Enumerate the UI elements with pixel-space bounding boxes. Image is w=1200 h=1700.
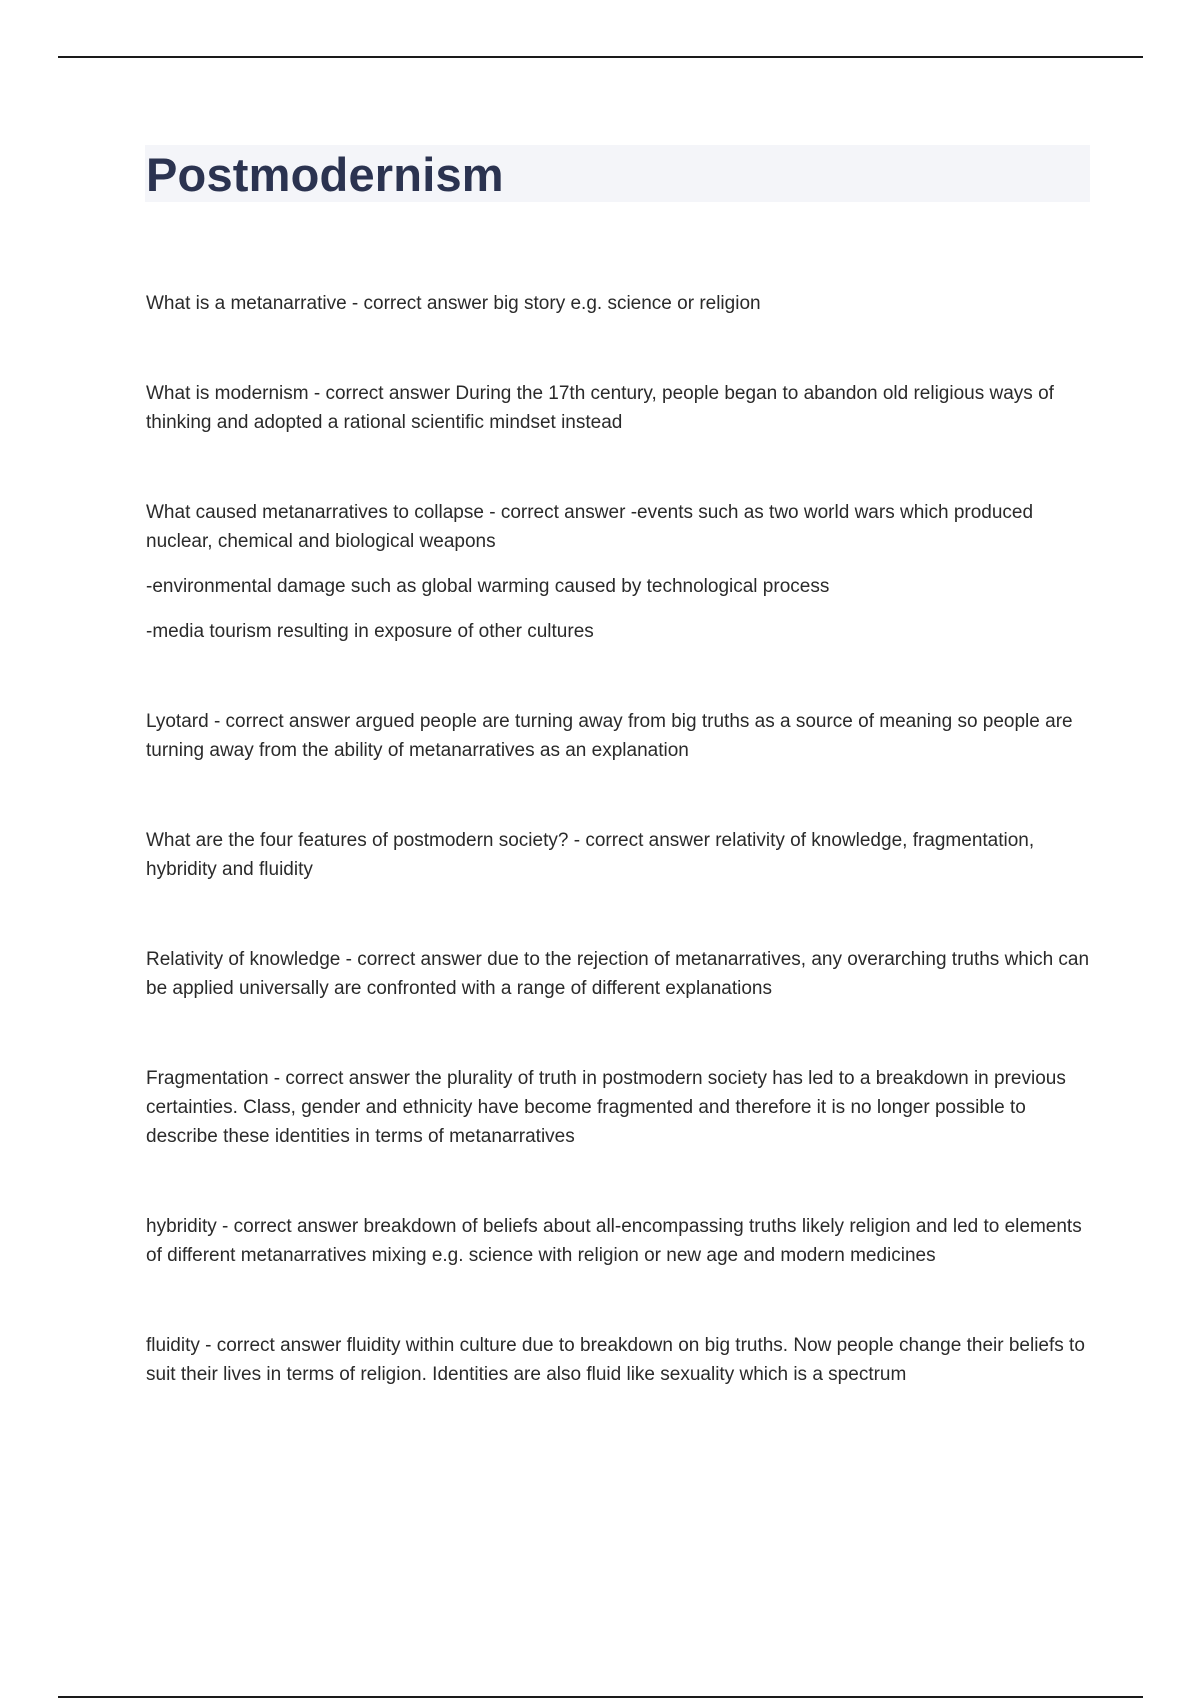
qa-subpoint: -media tourism resulting in exposure of other cultures [146,621,594,642]
qa-text: Lyotard - correct answer argued people are turning away from big truths as a source of meaning so people are turning away from the ability of metanarratives as an explanation [146,711,1073,761]
qa-item-collapse [146,498,1091,646]
page-title: Postmodernism [146,148,504,201]
qa-item-metanarrative [146,289,1091,318]
top-rule [58,56,1143,58]
qa-text: What caused metanarratives to collapse - correct answer -events such as two world wars which produced nuclear, chemical and biological weapons [146,502,1034,552]
qa-item-fluidity [146,1331,1091,1389]
qa-subpoint: -environmental damage such as global warming caused by technological process [146,576,830,597]
qa-text: Relativity of knowledge - correct answer due to the rejection of metanarratives, any overarching truths which can be applied universally are confronted with a range of different explanations [146,949,1090,999]
qa-item-lyotard [146,707,1091,765]
bottom-rule [58,1696,1143,1698]
qa-item-relativity [146,945,1091,1003]
qa-item-fragmentation [146,1064,1091,1151]
qa-text: Fragmentation - correct answer the plurality of truth in postmodern society has led to a breakdown in previous certainties. Class, gender and ethnicity have become fragmented and therefore it is no longer possible to describe these identities in terms of metanarratives [146,1068,1066,1147]
qa-text: What is a metanarrative - correct answer big story e.g. science or religion [146,293,761,314]
qa-text: hybridity - correct answer breakdown of beliefs about all-encompassing truths likely religion and led to elements of different metanarratives mixing e.g. science with religion or new age and modern medicines [146,1216,1082,1266]
qa-item-four-features [146,826,1091,884]
qa-item-hybridity [146,1212,1091,1270]
qa-text: fluidity - correct answer fluidity within culture due to breakdown on big truths. Now people change their beliefs to suit their lives in terms of religion. Identities are also fluid like sexuality which is a spectrum [146,1335,1085,1385]
qa-text: What are the four features of postmodern society? - correct answer relativity of knowledge, fragmentation, hybridity and fluidity [146,830,1035,880]
document-body [146,289,1091,1450]
qa-text: What is modernism - correct answer During the 17th century, people began to abandon old religious ways of thinking and adopted a rational scientific mindset instead [146,383,1054,433]
qa-item-modernism [146,379,1091,437]
